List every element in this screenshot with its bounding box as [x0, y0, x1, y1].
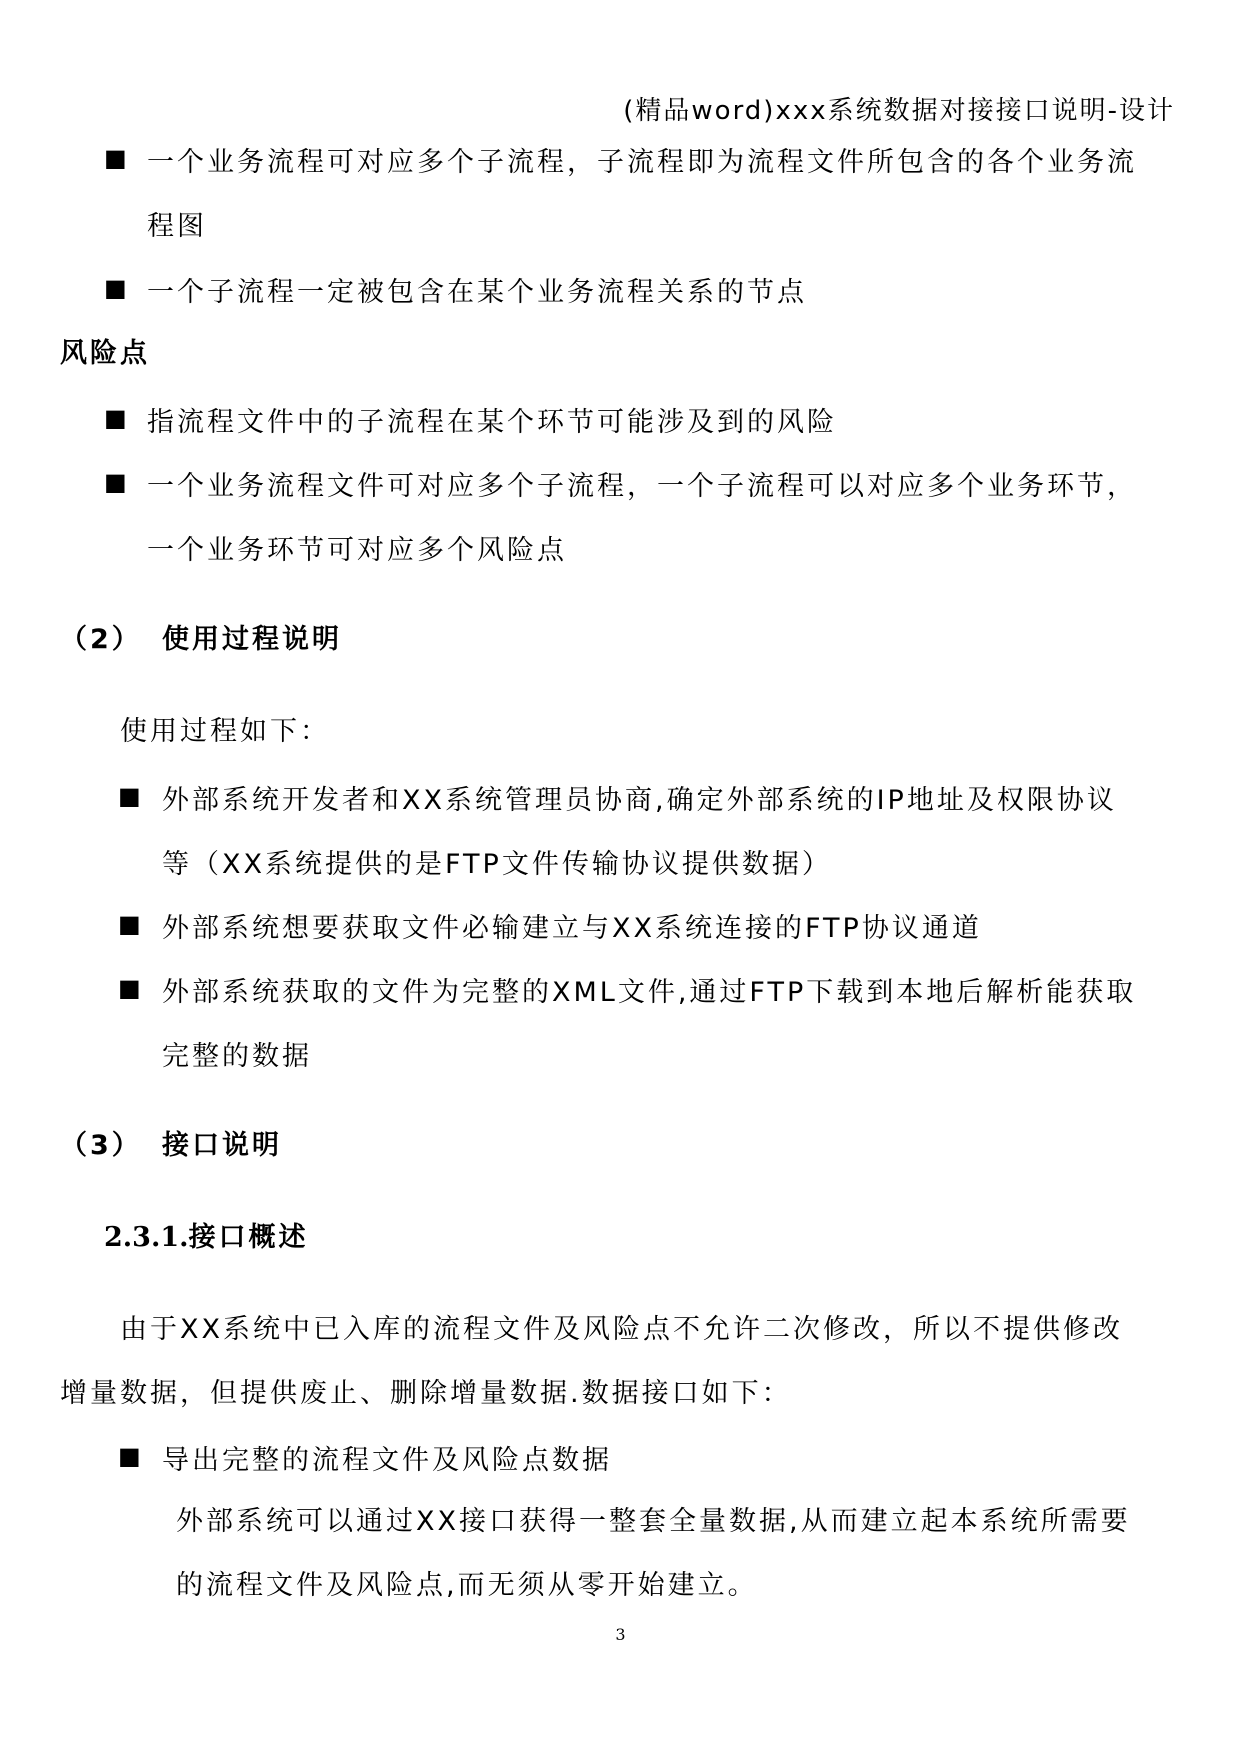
list-item-line: 指流程文件中的子流程在某个环节可能涉及到的风险 [147, 407, 837, 438]
list-item-line: 一个业务环节可对应多个风险点 [147, 535, 567, 566]
list-item-line: 一个业务流程可对应多个子流程，子流程即为流程文件所包含的各个业务流 [147, 147, 1137, 178]
list-item-line: 程图 [147, 211, 207, 242]
detail-line: 的流程文件及风险点,而无须从零开始建立。 [176, 1570, 758, 1601]
list-item-line: 完整的数据 [162, 1041, 312, 1072]
subsection-title: 接口概述 [188, 1222, 309, 1253]
list-item [0, 766, 1241, 894]
bullet-square-icon: ■ [104, 404, 130, 432]
bullet-square-icon: ■ [118, 1442, 144, 1470]
list-item [0, 452, 1241, 580]
list-item [0, 258, 1241, 322]
bullet-square-icon: ■ [118, 910, 144, 938]
bullet-square-icon: ■ [118, 974, 144, 1002]
bullet-square-icon: ■ [104, 144, 130, 172]
list-item-line: 外部系统想要获取文件必输建立与XX系统连接的FTP协议通道 [162, 913, 982, 944]
bullet-square-icon: ■ [118, 782, 144, 810]
list-item-line: 导出完整的流程文件及风险点数据 [162, 1445, 612, 1476]
bullet-square-icon: ■ [104, 468, 130, 496]
list-item-line: 一个业务流程文件可对应多个子流程，一个子流程可以对应多个业务环节， [147, 471, 1137, 502]
section-number: （2） [60, 624, 142, 655]
list-item-line: 一个子流程一定被包含在某个业务流程关系的节点 [147, 277, 807, 308]
section-title: 接口说明 [162, 1130, 282, 1161]
list-item [0, 388, 1241, 452]
paragraph-line: 增量数据，但提供废止、删除增量数据.数据接口如下： [60, 1378, 792, 1409]
list-item [0, 128, 1241, 256]
page-header: (精品word)xxx系统数据对接接口说明-设计 [623, 96, 1175, 126]
paragraph-line: 由于XX系统中已入库的流程文件及风险点不允许二次修改，所以不提供修改 [120, 1314, 1123, 1345]
list-item-line: 等（XX系统提供的是FTP文件传输协议提供数据） [162, 849, 832, 880]
risk-heading: 风险点 [60, 338, 150, 369]
bullet-square-icon: ■ [104, 274, 130, 302]
subsection-heading [104, 1206, 309, 1270]
section-title: 使用过程说明 [162, 624, 342, 655]
section-number: （3） [60, 1130, 142, 1161]
detail-line: 外部系统可以通过XX接口获得一整套全量数据,从而建立起本系统所需要 [176, 1506, 1131, 1537]
page-number: 3 [615, 1625, 626, 1644]
list-item-line: 外部系统开发者和XX系统管理员协商,确定外部系统的IP地址及权限协议 [162, 785, 1117, 816]
list-item-line: 外部系统获取的文件为完整的XML文件,通过FTP下载到本地后解析能获取 [162, 977, 1137, 1008]
subsection-number: 2.3.1. [104, 1222, 189, 1253]
list-item [0, 1426, 1241, 1490]
usage-intro: 使用过程如下： [120, 716, 330, 747]
list-item [0, 958, 1241, 1086]
list-item [0, 894, 1241, 958]
